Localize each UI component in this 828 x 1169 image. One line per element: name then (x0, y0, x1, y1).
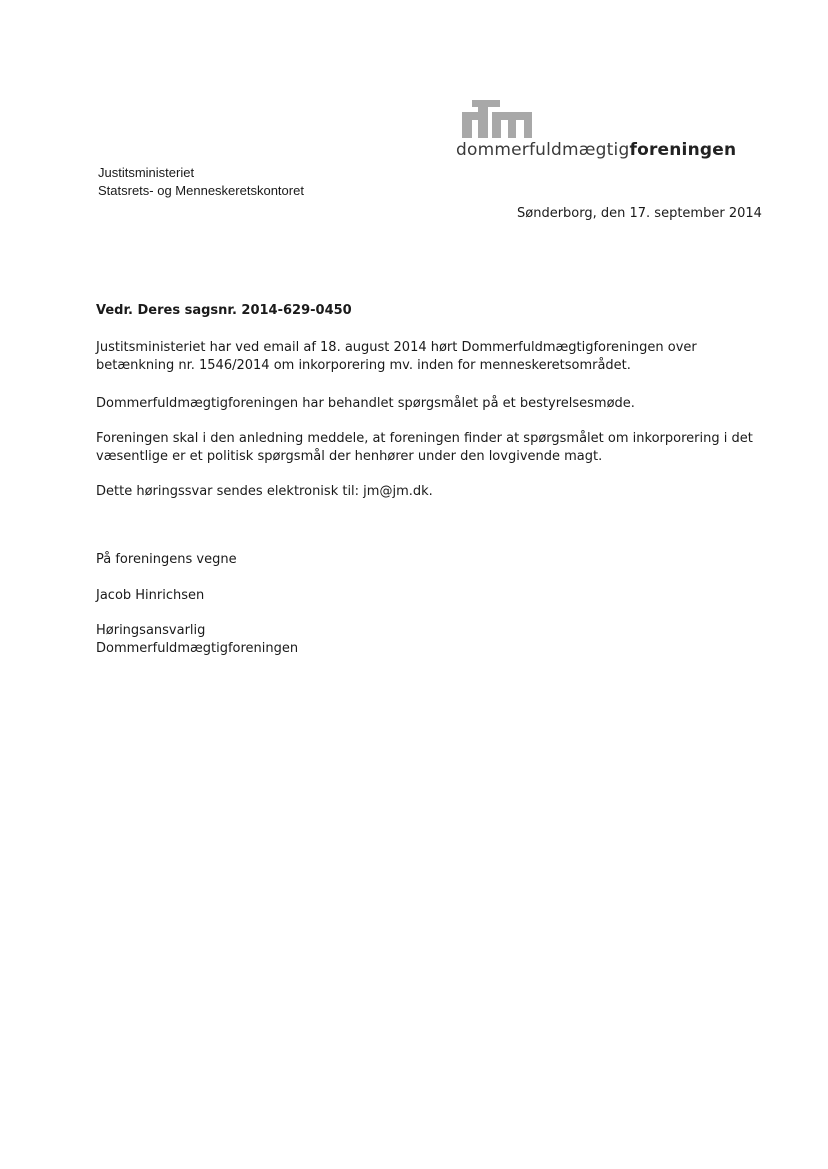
letterhead-logo (456, 98, 741, 168)
paragraph-4: Dette høringssvar sendes elektronisk til: jm@jm.dk. (96, 484, 433, 499)
recipient-address (98, 164, 304, 200)
paragraph-3: Foreningen skal i den anledning meddele, at foreningen finder at spørgsmålet om inkorporering i det væsentlige er et politisk spørgsmål der henhører under den lovgivende magt. (96, 431, 753, 464)
signer-role (96, 622, 298, 658)
logo-wordmark (456, 140, 736, 160)
recipient-line-1: Justitsministeriet (98, 165, 195, 180)
paragraph-1: Justitsministeriet har ved email af 18. august 2014 hørt Dommerfuldmægtigforeningen over betænkning nr. 1546/2014 om inkorporering mv. inden for menneskeretsområdet. (96, 340, 697, 373)
dfm-logo-mark-icon (458, 98, 538, 140)
logo-wordmark-regular: dommerfuldmægtig (456, 140, 630, 160)
signer-name: Jacob Hinrichsen (96, 588, 205, 603)
subject-line: Vedr. Deres sagsnr. 2014-629-0450 (96, 303, 352, 318)
signer-title: Høringsansvarlig (96, 623, 206, 638)
paragraph-2: Dommerfuldmægtigforeningen har behandlet spørgsmålet på et bestyrelsesmøde. (96, 396, 635, 411)
logo-wordmark-bold: foreningen (629, 140, 737, 160)
signer-organization: Dommerfuldmægtigforeningen (96, 641, 299, 656)
recipient-line-2: Statsrets- og Menneskeretskontoret (98, 183, 304, 198)
dateline: Sønderborg, den 17. september 2014 (517, 206, 762, 221)
closing-phrase: På foreningens vegne (96, 552, 237, 567)
